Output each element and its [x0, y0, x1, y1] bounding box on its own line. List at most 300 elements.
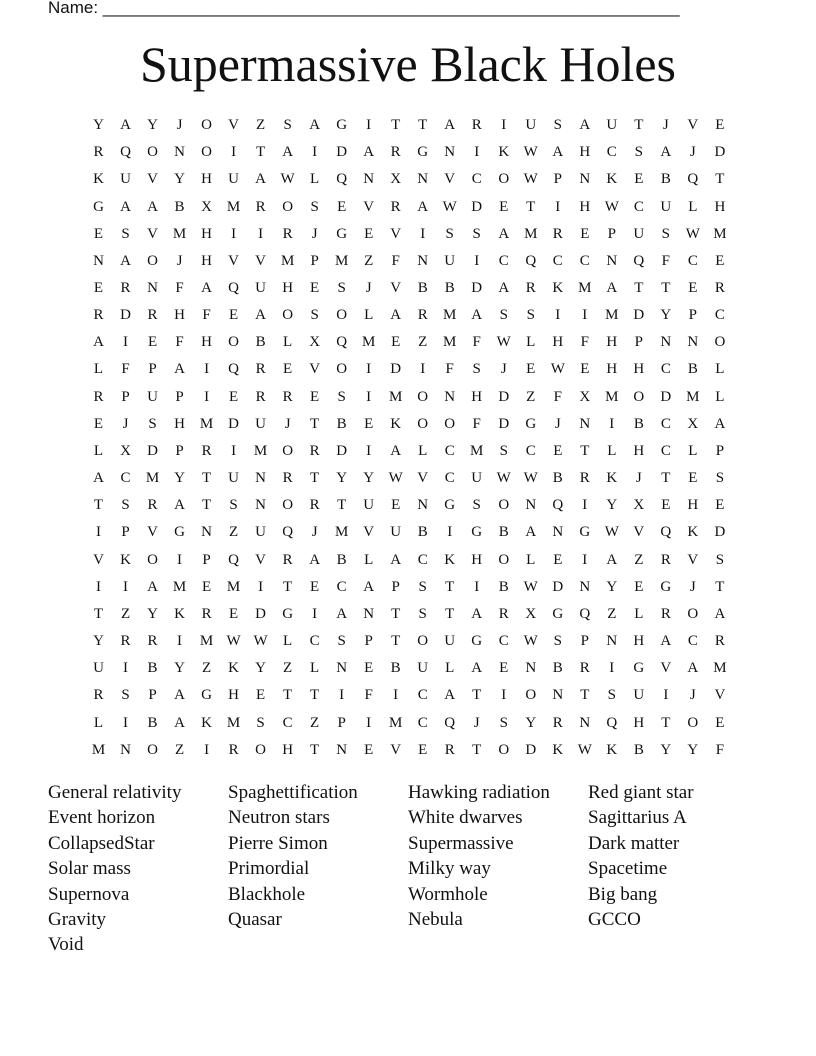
grid-letter[interactable]: H: [201, 334, 212, 351]
grid-letter[interactable]: W: [523, 171, 538, 188]
grid-letter[interactable]: C: [336, 578, 347, 595]
grid-letter[interactable]: B: [552, 660, 563, 677]
grid-letter[interactable]: I: [501, 117, 507, 134]
grid-letter[interactable]: R: [93, 144, 104, 161]
grid-letter[interactable]: D: [633, 307, 645, 324]
grid-letter[interactable]: T: [445, 578, 455, 595]
grid-letter[interactable]: W: [523, 470, 538, 487]
grid-letter[interactable]: L: [688, 198, 698, 215]
grid-letter[interactable]: T: [634, 117, 644, 134]
grid-letter[interactable]: F: [391, 252, 400, 269]
grid-letter[interactable]: D: [660, 388, 672, 405]
grid-letter[interactable]: P: [121, 524, 130, 541]
grid-letter[interactable]: Q: [633, 252, 645, 269]
grid-letter[interactable]: L: [445, 660, 455, 677]
grid-letter[interactable]: M: [713, 660, 727, 677]
grid-letter[interactable]: R: [120, 633, 131, 650]
grid-letter[interactable]: A: [579, 117, 591, 134]
grid-letter[interactable]: O: [417, 415, 429, 432]
grid-letter[interactable]: A: [201, 280, 212, 297]
grid-letter[interactable]: Y: [606, 578, 618, 595]
grid-letter[interactable]: A: [174, 714, 185, 731]
grid-letter[interactable]: A: [444, 687, 456, 704]
grid-letter[interactable]: P: [607, 225, 616, 242]
grid-letter[interactable]: T: [580, 442, 590, 459]
grid-letter[interactable]: T: [391, 117, 401, 134]
grid-letter[interactable]: M: [334, 524, 349, 541]
grid-letter[interactable]: W: [442, 198, 457, 215]
grid-letter[interactable]: V: [255, 551, 267, 568]
grid-letter[interactable]: Y: [255, 660, 267, 677]
grid-letter[interactable]: A: [390, 442, 402, 459]
grid-letter[interactable]: R: [660, 551, 671, 568]
grid-letter[interactable]: W: [496, 334, 511, 351]
grid-letter[interactable]: I: [96, 524, 101, 541]
grid-letter[interactable]: M: [226, 714, 241, 731]
grid-letter[interactable]: U: [633, 225, 645, 242]
grid-letter[interactable]: T: [391, 605, 401, 622]
grid-letter[interactable]: O: [417, 633, 429, 650]
grid-letter[interactable]: M: [361, 334, 376, 351]
grid-letter[interactable]: Y: [93, 633, 104, 650]
grid-letter[interactable]: C: [660, 415, 671, 432]
grid-letter[interactable]: Q: [282, 524, 294, 541]
grid-letter[interactable]: L: [93, 442, 104, 459]
grid-letter[interactable]: S: [553, 633, 562, 650]
grid-letter[interactable]: A: [606, 551, 618, 568]
grid-letter[interactable]: M: [334, 252, 349, 269]
grid-letter[interactable]: A: [471, 605, 483, 622]
grid-letter[interactable]: Z: [174, 741, 185, 758]
grid-letter[interactable]: J: [500, 361, 507, 378]
grid-letter[interactable]: Q: [228, 361, 239, 378]
grid-letter[interactable]: O: [336, 361, 348, 378]
grid-letter[interactable]: N: [363, 605, 375, 622]
grid-letter[interactable]: I: [231, 225, 237, 242]
grid-letter[interactable]: S: [418, 605, 427, 622]
grid-letter[interactable]: E: [715, 497, 725, 514]
grid-letter[interactable]: A: [255, 307, 267, 324]
grid-letter[interactable]: T: [634, 280, 644, 297]
grid-letter[interactable]: M: [470, 442, 484, 459]
grid-letter[interactable]: N: [120, 741, 131, 758]
grid-letter[interactable]: A: [390, 307, 402, 324]
grid-letter[interactable]: U: [255, 415, 267, 432]
grid-letter[interactable]: R: [579, 660, 590, 677]
grid-letter[interactable]: V: [93, 551, 104, 568]
grid-letter[interactable]: K: [552, 741, 564, 758]
grid-letter[interactable]: O: [147, 252, 158, 269]
grid-letter[interactable]: K: [93, 171, 104, 188]
grid-letter[interactable]: Q: [228, 551, 239, 568]
grid-letter[interactable]: O: [282, 442, 294, 459]
grid-letter[interactable]: E: [580, 225, 590, 242]
grid-letter[interactable]: K: [552, 280, 564, 297]
grid-letter[interactable]: T: [526, 198, 536, 215]
grid-letter[interactable]: F: [175, 334, 184, 351]
grid-letter[interactable]: I: [123, 660, 129, 677]
grid-letter[interactable]: B: [633, 741, 644, 758]
grid-letter[interactable]: R: [255, 361, 266, 378]
grid-letter[interactable]: I: [177, 551, 183, 568]
grid-letter[interactable]: V: [390, 225, 402, 242]
grid-letter[interactable]: I: [123, 334, 129, 351]
grid-letter[interactable]: R: [147, 307, 158, 324]
grid-letter[interactable]: R: [147, 633, 158, 650]
grid-letter[interactable]: V: [363, 524, 375, 541]
grid-letter[interactable]: C: [687, 252, 698, 269]
grid-letter[interactable]: S: [337, 388, 346, 405]
grid-letter[interactable]: A: [606, 280, 618, 297]
grid-letter[interactable]: T: [93, 497, 104, 514]
grid-letter[interactable]: C: [120, 470, 131, 487]
grid-letter[interactable]: K: [606, 171, 618, 188]
grid-letter[interactable]: N: [660, 334, 672, 351]
grid-letter[interactable]: T: [472, 687, 482, 704]
grid-letter[interactable]: O: [282, 497, 294, 514]
grid-letter[interactable]: U: [417, 660, 429, 677]
grid-letter[interactable]: L: [607, 442, 617, 459]
grid-letter[interactable]: R: [471, 117, 482, 134]
grid-letter[interactable]: A: [660, 144, 672, 161]
grid-letter[interactable]: I: [501, 687, 507, 704]
grid-letter[interactable]: V: [390, 741, 402, 758]
grid-letter[interactable]: E: [229, 307, 239, 324]
grid-letter[interactable]: R: [93, 307, 104, 324]
grid-letter[interactable]: L: [93, 361, 104, 378]
grid-letter[interactable]: K: [687, 524, 699, 541]
grid-letter[interactable]: E: [526, 361, 536, 378]
grid-letter[interactable]: N: [552, 524, 564, 541]
grid-letter[interactable]: I: [447, 524, 453, 541]
grid-letter[interactable]: B: [147, 714, 158, 731]
grid-letter[interactable]: E: [688, 280, 698, 297]
grid-letter[interactable]: O: [498, 171, 510, 188]
grid-letter[interactable]: L: [715, 361, 725, 378]
grid-letter[interactable]: X: [633, 497, 645, 514]
grid-letter[interactable]: I: [393, 687, 399, 704]
grid-letter[interactable]: L: [634, 605, 644, 622]
grid-letter[interactable]: D: [471, 198, 483, 215]
grid-letter[interactable]: H: [633, 361, 645, 378]
grid-letter[interactable]: J: [554, 415, 561, 432]
grid-letter[interactable]: F: [661, 252, 670, 269]
grid-letter[interactable]: C: [471, 171, 482, 188]
grid-letter[interactable]: W: [388, 470, 403, 487]
grid-letter[interactable]: C: [417, 714, 428, 731]
grid-letter[interactable]: D: [336, 442, 348, 459]
grid-letter[interactable]: I: [663, 687, 669, 704]
grid-letter[interactable]: R: [552, 225, 563, 242]
grid-letter[interactable]: S: [472, 497, 481, 514]
grid-letter[interactable]: K: [498, 144, 510, 161]
grid-letter[interactable]: I: [366, 714, 372, 731]
grid-letter[interactable]: J: [689, 687, 696, 704]
grid-letter[interactable]: C: [606, 144, 617, 161]
grid-letter[interactable]: O: [201, 144, 212, 161]
grid-letter[interactable]: I: [204, 361, 210, 378]
grid-letter[interactable]: A: [93, 334, 104, 351]
grid-letter[interactable]: B: [660, 171, 671, 188]
grid-letter[interactable]: W: [253, 633, 268, 650]
grid-letter[interactable]: F: [445, 361, 454, 378]
grid-letter[interactable]: N: [444, 388, 456, 405]
grid-letter[interactable]: M: [389, 714, 403, 731]
grid-letter[interactable]: T: [310, 687, 320, 704]
grid-letter[interactable]: L: [93, 714, 104, 731]
grid-letter[interactable]: Y: [525, 714, 537, 731]
grid-letter[interactable]: E: [499, 660, 509, 677]
grid-letter[interactable]: A: [363, 144, 375, 161]
grid-letter[interactable]: J: [176, 117, 183, 134]
grid-letter[interactable]: O: [687, 714, 699, 731]
grid-letter[interactable]: C: [282, 714, 293, 731]
grid-letter[interactable]: E: [553, 442, 563, 459]
grid-letter[interactable]: M: [172, 578, 187, 595]
grid-letter[interactable]: T: [445, 605, 455, 622]
grid-letter[interactable]: K: [390, 415, 402, 432]
grid-letter[interactable]: M: [172, 225, 187, 242]
grid-letter[interactable]: J: [635, 470, 642, 487]
grid-letter[interactable]: Y: [174, 171, 185, 188]
grid-letter[interactable]: I: [123, 578, 129, 595]
grid-letter[interactable]: H: [714, 198, 726, 215]
grid-letter[interactable]: T: [715, 578, 725, 595]
grid-letter[interactable]: Y: [147, 117, 158, 134]
grid-letter[interactable]: R: [282, 551, 293, 568]
grid-letter[interactable]: G: [552, 605, 564, 622]
grid-letter[interactable]: S: [526, 307, 535, 324]
grid-letter[interactable]: R: [255, 198, 266, 215]
grid-letter[interactable]: R: [93, 687, 104, 704]
grid-letter[interactable]: U: [471, 470, 483, 487]
grid-letter[interactable]: H: [471, 388, 483, 405]
grid-letter[interactable]: E: [310, 388, 320, 405]
grid-letter[interactable]: Y: [147, 605, 158, 622]
grid-letter[interactable]: F: [364, 687, 373, 704]
grid-letter[interactable]: V: [390, 280, 402, 297]
grid-letter[interactable]: N: [579, 415, 591, 432]
grid-letter[interactable]: A: [120, 198, 131, 215]
grid-letter[interactable]: Y: [93, 117, 104, 134]
grid-letter[interactable]: Q: [660, 524, 672, 541]
grid-letter[interactable]: E: [337, 198, 347, 215]
grid-letter[interactable]: S: [337, 633, 346, 650]
grid-letter[interactable]: W: [523, 633, 538, 650]
grid-letter[interactable]: S: [418, 578, 427, 595]
grid-letter[interactable]: J: [284, 415, 291, 432]
grid-letter[interactable]: W: [226, 633, 241, 650]
grid-letter[interactable]: M: [253, 442, 268, 459]
grid-letter[interactable]: Y: [336, 470, 348, 487]
grid-letter[interactable]: Y: [660, 741, 672, 758]
grid-letter[interactable]: H: [282, 741, 294, 758]
grid-letter[interactable]: V: [633, 524, 645, 541]
grid-letter[interactable]: F: [715, 741, 725, 758]
grid-letter[interactable]: P: [175, 388, 184, 405]
grid-letter[interactable]: E: [418, 741, 428, 758]
grid-letter[interactable]: W: [550, 361, 565, 378]
grid-letter[interactable]: A: [255, 171, 267, 188]
grid-letter[interactable]: A: [417, 198, 429, 215]
grid-letter[interactable]: R: [714, 280, 725, 297]
grid-letter[interactable]: A: [336, 605, 348, 622]
grid-letter[interactable]: U: [390, 524, 402, 541]
grid-letter[interactable]: U: [633, 687, 645, 704]
grid-letter[interactable]: O: [255, 741, 267, 758]
grid-letter[interactable]: T: [283, 687, 293, 704]
grid-letter[interactable]: Y: [363, 470, 375, 487]
grid-letter[interactable]: K: [606, 470, 618, 487]
grid-letter[interactable]: S: [715, 551, 725, 568]
grid-letter[interactable]: T: [256, 144, 266, 161]
grid-letter[interactable]: T: [661, 280, 671, 297]
grid-letter[interactable]: B: [174, 198, 185, 215]
grid-letter[interactable]: H: [174, 415, 185, 432]
grid-letter[interactable]: M: [686, 388, 700, 405]
grid-letter[interactable]: I: [555, 307, 561, 324]
grid-letter[interactable]: S: [121, 225, 130, 242]
grid-letter[interactable]: I: [231, 144, 237, 161]
grid-letter[interactable]: Z: [256, 117, 266, 134]
grid-letter[interactable]: D: [390, 361, 402, 378]
grid-letter[interactable]: O: [147, 144, 158, 161]
grid-letter[interactable]: O: [498, 551, 510, 568]
grid-letter[interactable]: C: [714, 307, 725, 324]
grid-letter[interactable]: V: [417, 470, 429, 487]
grid-letter[interactable]: K: [228, 660, 239, 677]
grid-letter[interactable]: G: [93, 198, 104, 215]
grid-letter[interactable]: I: [366, 117, 372, 134]
grid-letter[interactable]: T: [661, 470, 671, 487]
grid-letter[interactable]: Y: [174, 660, 185, 677]
grid-letter[interactable]: Z: [310, 714, 320, 731]
grid-letter[interactable]: L: [364, 551, 374, 568]
grid-letter[interactable]: T: [472, 741, 482, 758]
grid-letter[interactable]: S: [256, 714, 265, 731]
grid-letter[interactable]: F: [580, 334, 589, 351]
grid-letter[interactable]: E: [715, 252, 725, 269]
grid-letter[interactable]: S: [607, 687, 616, 704]
grid-letter[interactable]: E: [634, 578, 644, 595]
grid-letter[interactable]: V: [660, 660, 672, 677]
grid-letter[interactable]: P: [337, 714, 346, 731]
grid-letter[interactable]: Y: [660, 307, 672, 324]
grid-letter[interactable]: C: [417, 687, 428, 704]
grid-letter[interactable]: H: [687, 497, 699, 514]
grid-letter[interactable]: T: [93, 605, 104, 622]
grid-letter[interactable]: W: [523, 578, 538, 595]
grid-letter[interactable]: X: [390, 171, 402, 188]
grid-letter[interactable]: H: [579, 198, 591, 215]
grid-letter[interactable]: O: [633, 388, 645, 405]
grid-letter[interactable]: R: [660, 605, 671, 622]
grid-letter[interactable]: S: [310, 198, 319, 215]
grid-letter[interactable]: M: [578, 280, 592, 297]
grid-letter[interactable]: M: [280, 252, 295, 269]
grid-letter[interactable]: C: [525, 442, 536, 459]
grid-letter[interactable]: A: [498, 225, 510, 242]
grid-letter[interactable]: N: [579, 171, 591, 188]
grid-letter[interactable]: D: [714, 524, 726, 541]
grid-letter[interactable]: B: [417, 524, 428, 541]
grid-letter[interactable]: S: [229, 497, 238, 514]
grid-letter[interactable]: Q: [525, 252, 537, 269]
grid-letter[interactable]: I: [609, 415, 615, 432]
grid-letter[interactable]: N: [417, 497, 429, 514]
grid-letter[interactable]: N: [525, 660, 537, 677]
grid-letter[interactable]: N: [606, 633, 618, 650]
grid-letter[interactable]: M: [389, 388, 403, 405]
grid-letter[interactable]: G: [471, 633, 483, 650]
grid-letter[interactable]: A: [309, 551, 321, 568]
grid-letter[interactable]: H: [633, 633, 645, 650]
grid-letter[interactable]: I: [582, 551, 588, 568]
grid-letter[interactable]: M: [91, 741, 106, 758]
grid-letter[interactable]: I: [474, 578, 480, 595]
grid-letter[interactable]: P: [148, 687, 157, 704]
grid-letter[interactable]: B: [417, 280, 428, 297]
grid-letter[interactable]: I: [204, 741, 210, 758]
grid-letter[interactable]: Z: [283, 660, 293, 677]
grid-letter[interactable]: T: [201, 470, 212, 487]
grid-letter[interactable]: G: [417, 144, 429, 161]
grid-letter[interactable]: I: [609, 660, 615, 677]
grid-letter[interactable]: D: [552, 578, 564, 595]
grid-letter[interactable]: Z: [418, 334, 428, 351]
grid-letter[interactable]: X: [120, 442, 131, 459]
grid-letter[interactable]: E: [688, 470, 698, 487]
grid-letter[interactable]: D: [498, 388, 510, 405]
grid-letter[interactable]: G: [336, 117, 348, 134]
grid-letter[interactable]: M: [713, 225, 727, 242]
grid-letter[interactable]: Y: [174, 470, 185, 487]
grid-letter[interactable]: I: [555, 198, 561, 215]
grid-letter[interactable]: M: [199, 415, 214, 432]
grid-letter[interactable]: Y: [606, 497, 618, 514]
grid-letter[interactable]: E: [229, 388, 239, 405]
grid-letter[interactable]: N: [579, 714, 591, 731]
grid-letter[interactable]: F: [202, 307, 211, 324]
grid-letter[interactable]: T: [418, 117, 428, 134]
grid-letter[interactable]: U: [120, 171, 131, 188]
grid-letter[interactable]: Z: [120, 605, 131, 622]
grid-letter[interactable]: O: [525, 687, 537, 704]
grid-letter[interactable]: E: [661, 497, 671, 514]
grid-letter[interactable]: V: [687, 117, 699, 134]
grid-letter[interactable]: M: [524, 225, 538, 242]
grid-letter[interactable]: V: [255, 252, 267, 269]
grid-letter[interactable]: T: [391, 633, 401, 650]
grid-letter[interactable]: I: [582, 307, 588, 324]
grid-letter[interactable]: P: [148, 361, 157, 378]
grid-letter[interactable]: D: [255, 605, 267, 622]
grid-letter[interactable]: R: [579, 470, 590, 487]
grid-letter[interactable]: N: [444, 144, 456, 161]
grid-letter[interactable]: I: [123, 714, 129, 731]
name-field-line[interactable]: Name: _____________________________________________________________: [48, 0, 680, 17]
grid-letter[interactable]: C: [309, 633, 320, 650]
grid-letter[interactable]: W: [604, 524, 619, 541]
grid-letter[interactable]: W: [604, 198, 619, 215]
grid-letter[interactable]: N: [336, 741, 348, 758]
grid-letter[interactable]: G: [174, 524, 185, 541]
grid-letter[interactable]: I: [474, 252, 480, 269]
grid-letter[interactable]: A: [93, 470, 104, 487]
grid-letter[interactable]: W: [280, 171, 295, 188]
grid-letter[interactable]: E: [364, 225, 374, 242]
grid-letter[interactable]: I: [420, 225, 426, 242]
